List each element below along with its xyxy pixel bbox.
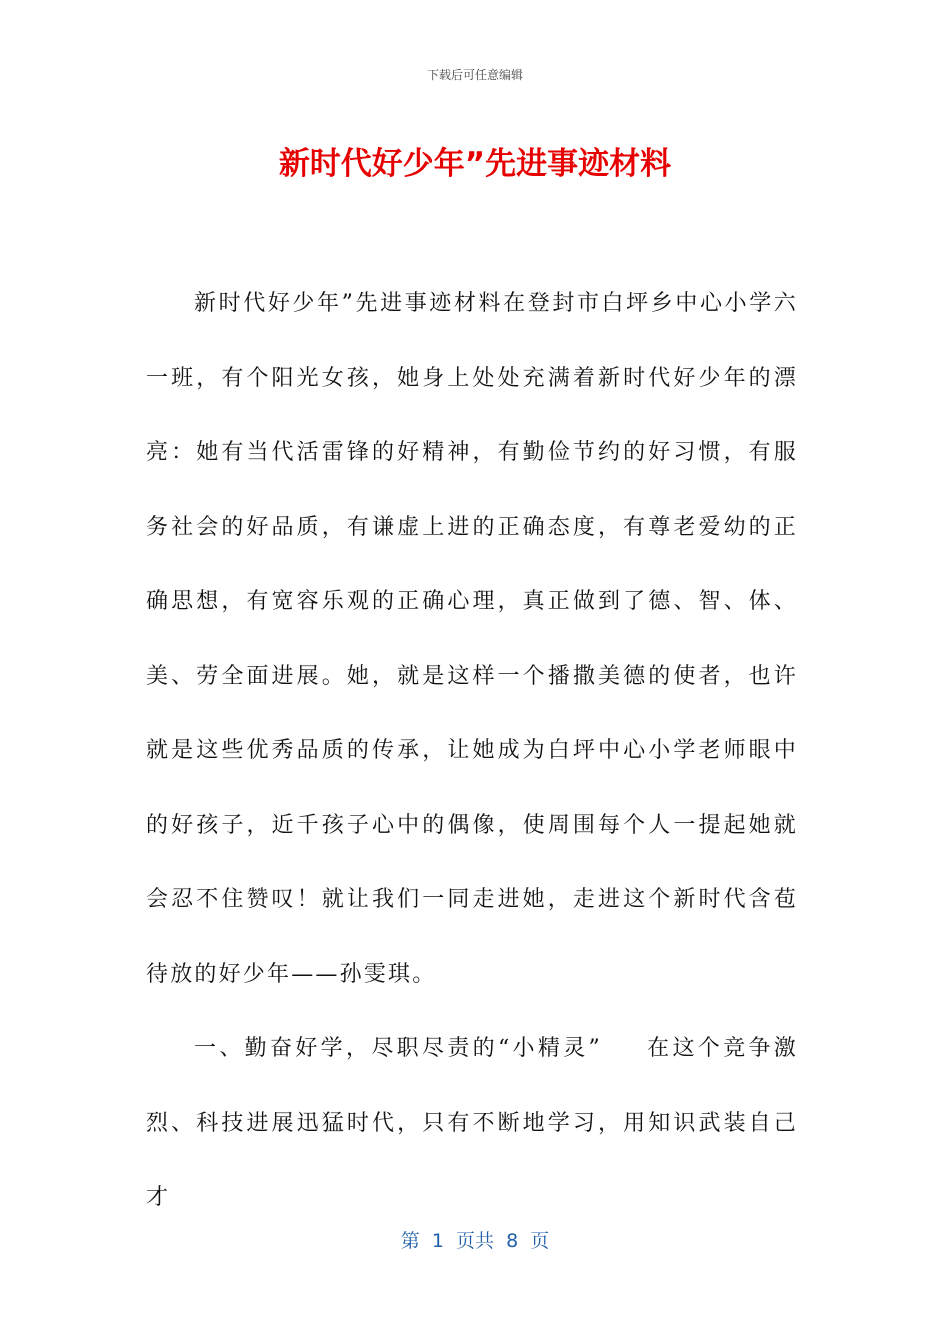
page-number: 第 1 页共 8 页 <box>400 1230 550 1252</box>
section-heading: 一、勤奋好学，尽职尽责的“小精灵” <box>194 1036 602 1061</box>
header-note: 下载后可任意编辑 <box>426 68 523 82</box>
document-title: 新时代好少年”先进事迹材料 <box>278 146 672 182</box>
document-body <box>146 267 798 1236</box>
section-text: 在这个竞争激烈、科技进展迅猛时代，只有不断地学习，用知识武装自己才 <box>146 1036 798 1210</box>
paragraph-intro: 新时代好少年”先进事迹材料在登封市白坪乡中心小学六一班，有个阳光女孩，她身上处处充满着新时代好少年的漂亮：她有当代活雷锋的好精神，有勤俭节约的好习惯，有服务社会的好品质，有谦虚上进的正确态度，有尊老爱幼的正确思想，有宽容乐观的正确心理，真正做到了德、智、体、美、劳全面进展。她，就是这样一个播撒美德的使者，也许就是这些优秀品质的传承，让她成为白坪中心小学老师眼中的好孩子，近千孩子心中的偶像，使周围每个人一提起她就会忍不住赞叹！就让我们一同走进她，走进这个新时代含苞待放的好少年——孙雯琪。 <box>146 291 798 987</box>
paragraph-section-one <box>146 1012 798 1236</box>
